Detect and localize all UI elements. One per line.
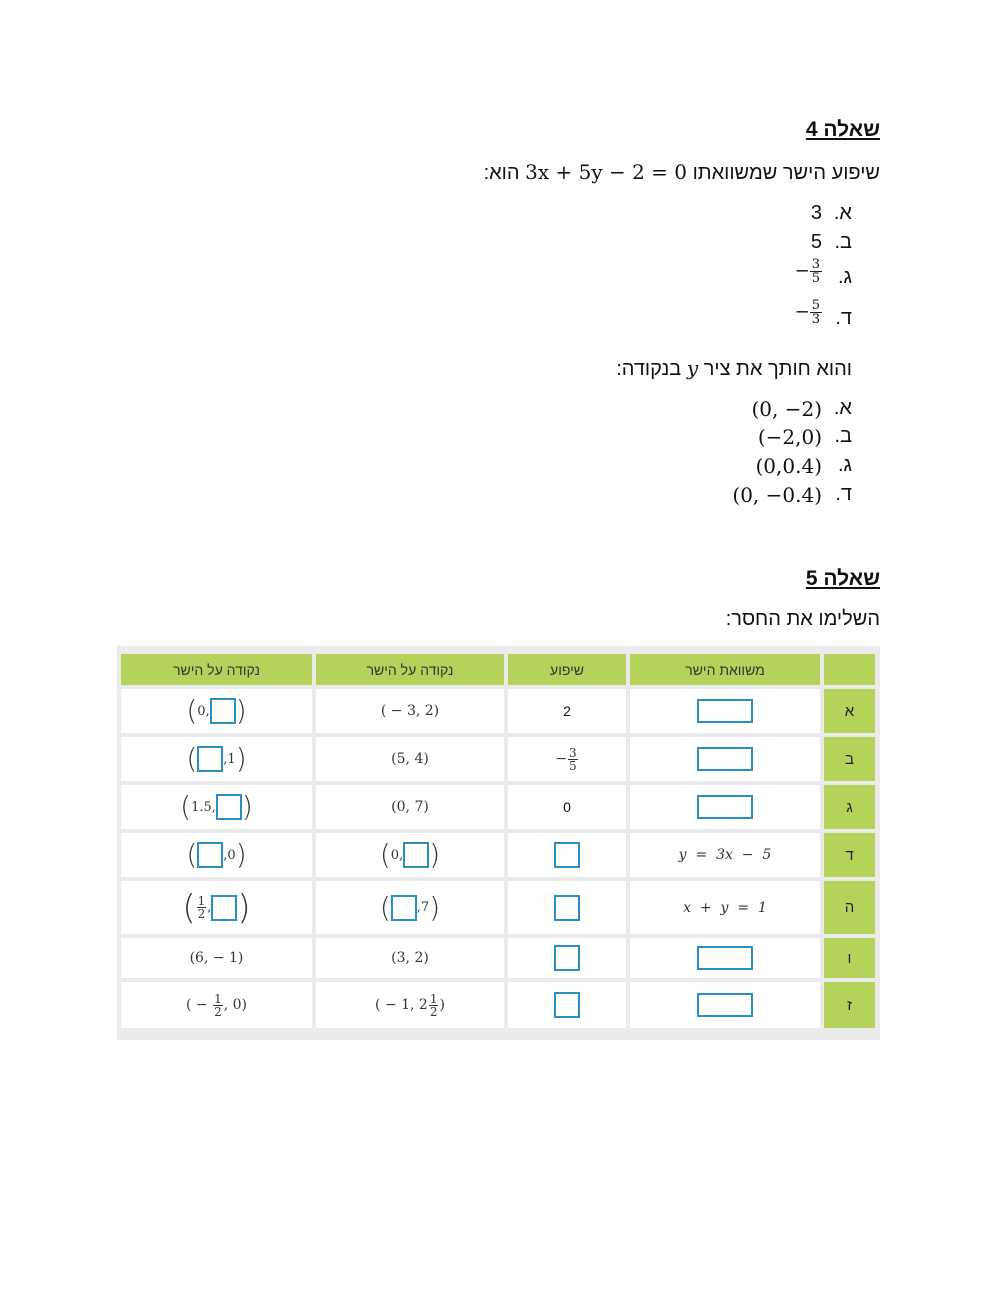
row-g-point-2 [121, 982, 312, 1028]
row-d-equation [630, 833, 820, 877]
option-value: (−2,0) [757, 425, 822, 449]
header-point-2: נקודה על הישר [121, 654, 312, 685]
paren-left: ( [186, 694, 198, 727]
fraction-denominator: 5 [569, 758, 577, 773]
option-value: (0,0.4) [755, 454, 822, 478]
fraction-numerator: 1 [429, 991, 438, 1006]
header-equation: משוואת הישר [630, 654, 820, 685]
answer-box[interactable] [697, 747, 753, 771]
fraction-numerator: 3 [811, 257, 820, 272]
option-value: 3 [810, 202, 822, 224]
q4-intercept-prompt [616, 356, 852, 381]
paren-left: ( [180, 790, 192, 823]
row-b-slope [508, 737, 626, 781]
row-f-label: ו [824, 938, 875, 978]
row-g-label: ז [824, 982, 875, 1028]
sign: − [555, 751, 568, 767]
q4-prompt [484, 160, 880, 185]
intercept-prompt-before: והוא חותך את ציר [703, 358, 852, 380]
intercept-prompt-after: בנקודה: [616, 358, 682, 380]
option-value: (0, −0.4) [732, 483, 822, 507]
answer-box[interactable] [391, 895, 417, 921]
answer-box[interactable] [211, 895, 237, 921]
point-value: (3, 2) [391, 950, 429, 966]
row-d-point-1 [316, 833, 504, 877]
answer-box[interactable] [403, 842, 429, 868]
answer-box[interactable] [197, 746, 223, 772]
row-c-label: ג [824, 785, 875, 829]
option-value: (0, −2) [751, 397, 822, 421]
row-d-slope [508, 833, 626, 877]
header-point-1: נקודה על הישר [316, 654, 504, 685]
row-c-slope [508, 785, 626, 829]
q5-prompt: השלימו את החסר: [725, 608, 880, 630]
point-part: 0, [390, 847, 404, 863]
paren-right: ) [235, 742, 247, 775]
option-value [795, 258, 822, 285]
paren-right: ) [237, 887, 251, 928]
row-f-equation [630, 938, 820, 978]
point-value: ( − 3, 2) [380, 703, 440, 719]
paren-right: ) [235, 838, 247, 871]
sign: − [794, 260, 810, 282]
fraction-denominator: 5 [811, 271, 820, 286]
row-e-point-2: ( $\frac{1}{2}$ , ) [121, 881, 312, 934]
row-c-point-2 [121, 785, 312, 829]
paren-left: ( [186, 838, 198, 871]
row-g-slope [508, 982, 626, 1028]
q4-intercept-option-b[interactable] [722, 425, 852, 453]
row-a-point-2 [121, 689, 312, 733]
point-part: ,0 [223, 847, 236, 863]
paren-right: ) [429, 838, 441, 871]
paren-right: ) [429, 890, 441, 924]
q4-intercept-option-a[interactable] [722, 397, 852, 425]
q4-intercept-option-d[interactable] [712, 483, 852, 511]
row-f-slope [508, 938, 626, 978]
paren-right: ) [235, 694, 247, 727]
fraction-denominator: 2 [429, 1004, 438, 1019]
option-label: א. [833, 202, 852, 224]
row-e-slope [508, 881, 626, 934]
answer-box[interactable] [216, 794, 242, 820]
answer-box[interactable] [697, 993, 753, 1017]
q4-heading: שאלה 4 [805, 118, 880, 141]
header-slope: שיפוע [508, 654, 626, 685]
row-b-equation [630, 737, 820, 781]
row-a-slope [508, 689, 626, 733]
row-f-point-1 [316, 938, 504, 978]
point-value: (5, 4) [391, 751, 429, 767]
point-part: 1.5, [191, 799, 216, 815]
option-label: ב. [834, 231, 852, 253]
sign: − [794, 301, 810, 323]
option-label: ג. [837, 266, 852, 288]
answer-box[interactable] [697, 795, 753, 819]
answer-box[interactable] [554, 945, 580, 971]
point-value: (6, − 1) [189, 950, 244, 966]
row-f-point-2 [121, 938, 312, 978]
intercept-variable: y [686, 356, 699, 380]
row-c-point-1 [316, 785, 504, 829]
row-e-label: ה [824, 881, 875, 934]
row-b-point-1 [316, 737, 504, 781]
option-label: א. [833, 397, 852, 419]
row-g-point-1: ( − 1, 2 $\frac{1}{2}$ ) [316, 982, 504, 1028]
fraction-denominator: 2 [197, 907, 206, 921]
option-label: ב. [834, 425, 852, 447]
q5-heading: שאלה 5 [805, 567, 880, 590]
row-a-label: א [824, 689, 875, 733]
equation-value: y = 3x − 5 [678, 847, 772, 863]
row-e-equation [630, 881, 820, 934]
answer-box[interactable] [554, 842, 580, 868]
point-part: , 0) [223, 997, 247, 1013]
answer-box[interactable] [697, 946, 753, 970]
row-b-label: ב [824, 737, 875, 781]
row-e-point-1 [316, 881, 504, 934]
fraction-numerator: 5 [811, 298, 820, 313]
answer-box[interactable] [554, 992, 580, 1018]
paren-left: ( [186, 742, 198, 775]
option-label: ד. [835, 307, 852, 329]
fraction-numerator: 1 [197, 894, 206, 908]
answer-box[interactable] [210, 698, 236, 724]
q4-equation: 3x + 5y − 2 = 0 [525, 160, 688, 184]
row-a-point-1 [316, 689, 504, 733]
option-value: 5 [810, 231, 822, 253]
point-value: (0, 7) [391, 799, 429, 815]
fraction-denominator: 2 [214, 1004, 222, 1019]
paren-left: ( [379, 838, 391, 871]
option-label: ג. [837, 454, 852, 476]
header-label [824, 654, 875, 685]
q4-intercept-option-c[interactable] [722, 454, 852, 482]
option-value [795, 299, 822, 326]
q4-slope-option-b[interactable] [792, 231, 852, 259]
q4-slope-option-d[interactable] [772, 299, 852, 341]
q4-slope-option-a[interactable] [792, 202, 852, 230]
completion-table [117, 646, 880, 1040]
row-d-point-2 [121, 833, 312, 877]
q4-prompt-after: הוא: [483, 162, 520, 184]
row-c-equation [630, 785, 820, 829]
point-part: ,1 [223, 751, 236, 767]
q4-slope-option-c[interactable] [772, 258, 852, 300]
paren-left: ( [379, 890, 391, 924]
row-d-label: ד [824, 833, 875, 877]
point-part: 0, [197, 703, 210, 719]
point-part: ,7 [416, 900, 430, 915]
row-b-point-2 [121, 737, 312, 781]
q4-prompt-before: שיפוע הישר שמשוואתו [692, 162, 880, 184]
paren-right: ) [241, 790, 253, 823]
row-a-equation [630, 689, 820, 733]
answer-box[interactable] [197, 842, 223, 868]
fraction-numerator: 3 [569, 745, 577, 760]
slope-value: 2 [563, 703, 571, 719]
equation-value: x + y = 1 [683, 899, 767, 916]
point-part: ( − [185, 997, 213, 1013]
fraction-numerator: 1 [214, 991, 222, 1006]
option-label: ד. [835, 483, 852, 505]
row-g-equation [630, 982, 820, 1028]
paren-left: ( [182, 887, 196, 928]
answer-box[interactable] [554, 895, 580, 921]
slope-value: 0 [563, 799, 571, 815]
fraction-denominator: 3 [811, 312, 820, 327]
point-part: ( − 1, 2 [375, 997, 428, 1013]
answer-box[interactable] [697, 699, 753, 723]
